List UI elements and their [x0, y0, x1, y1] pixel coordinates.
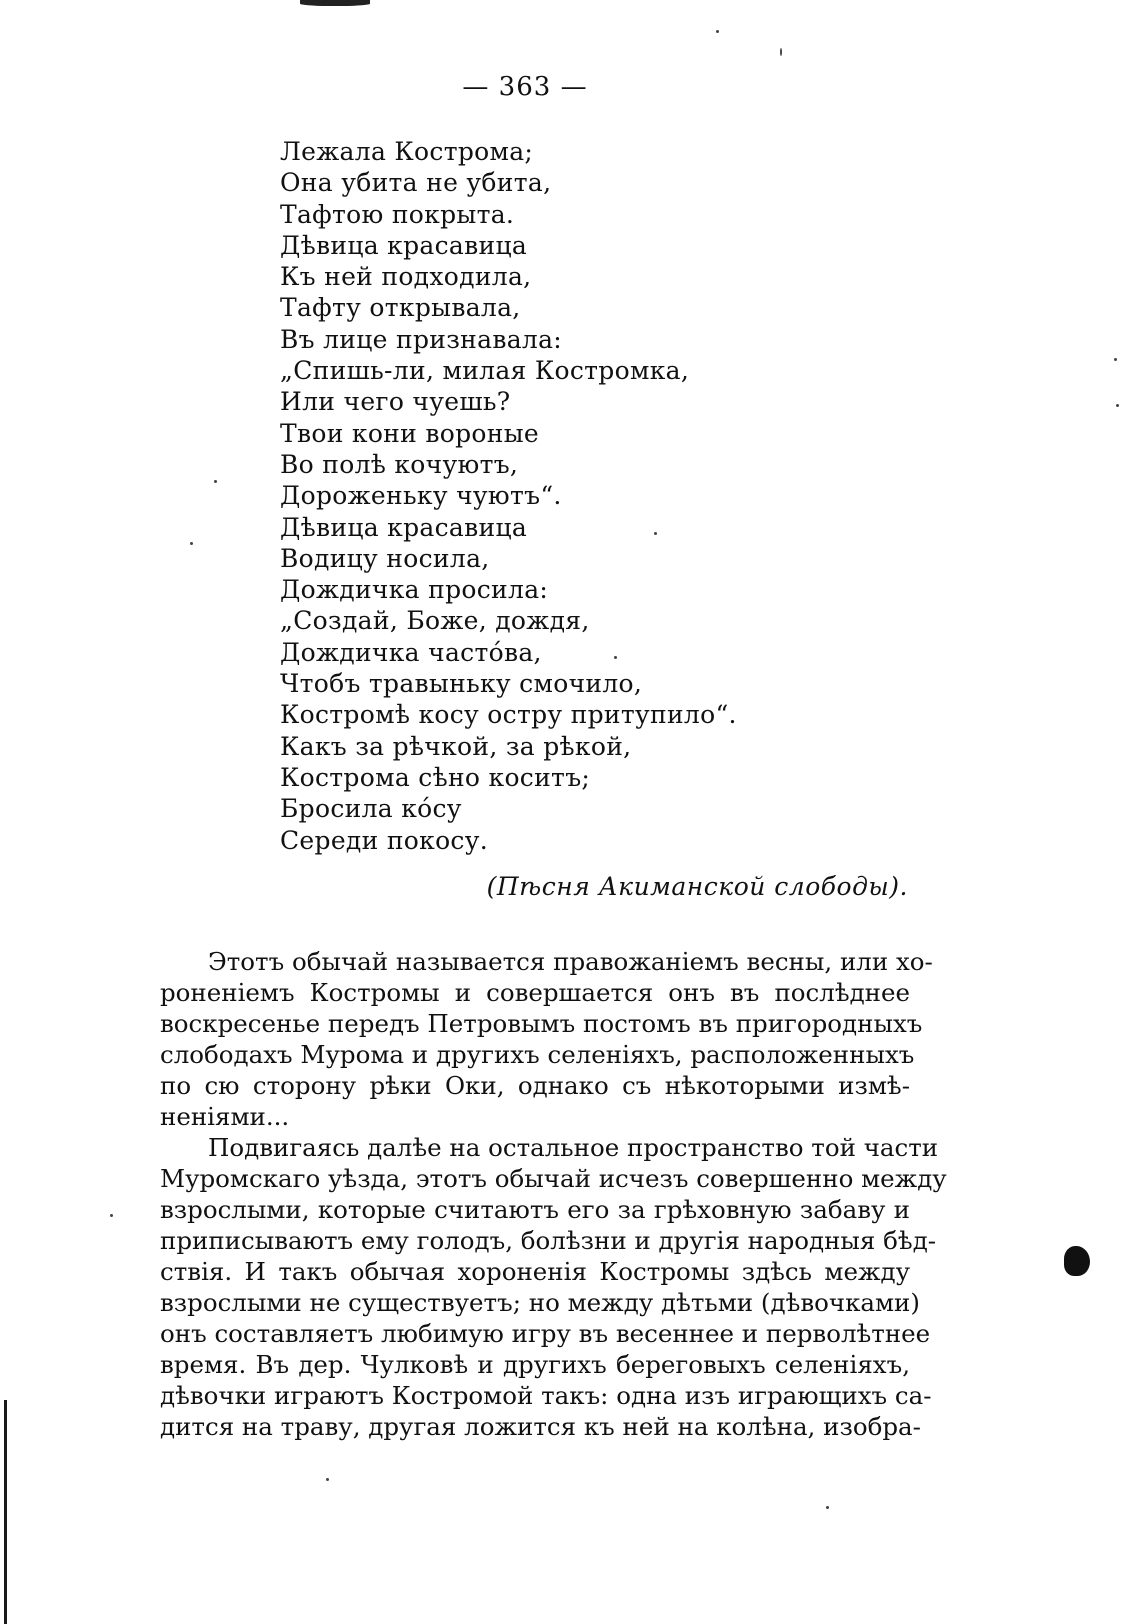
poem-line: Въ лице признавала: [280, 324, 563, 354]
poem-line: „Создай, Боже, дождя, [280, 606, 590, 636]
prose-line: онъ составляетъ любимую игру въ весеннее и перволѣтнее [160, 1319, 931, 1348]
scan-speck [214, 480, 217, 483]
scan-speck [780, 48, 782, 56]
ink-blot [1064, 1246, 1090, 1276]
prose-line: дѣвочки играютъ Костромой такъ: одна изъ играющихъ са- [160, 1381, 932, 1410]
poem-line: „Спишь-ли, милая Костромка, [280, 356, 690, 386]
scan-speck [614, 656, 617, 659]
prose-body [160, 946, 947, 1442]
poem-line: Водицу носила, [280, 543, 490, 573]
poem-line: Чтобъ травыньку смочило, [280, 669, 643, 699]
scan-speck [1116, 404, 1119, 407]
margin-rule [4, 1400, 7, 1624]
poem-line: Тафту открывала, [280, 293, 521, 323]
poem-line: Кострома сѣно коситъ; [280, 762, 591, 792]
poem-line: Бросила кóсу [280, 794, 462, 824]
prose-line: Муромскаго уѣзда, этотъ обычай исчезъ совершенно между [160, 1164, 947, 1193]
scan-speck [190, 542, 193, 545]
poem-line: Тафтою покрыта. [280, 199, 515, 229]
prose-line: неніями... [160, 1102, 290, 1131]
poem-line: Твои кони вороные [280, 418, 539, 448]
poem-line: Къ ней подходила, [280, 262, 532, 292]
prose-line: слободахъ Мурома и другихъ селеніяхъ, расположенныхъ [160, 1040, 915, 1069]
scan-speck [1114, 358, 1117, 361]
scan-speck [326, 1478, 329, 1481]
prose-line: взрослыми не существуетъ; но между дѣтьми (дѣвочками) [160, 1288, 920, 1317]
scan-speck [654, 532, 657, 535]
prose-line: взрослыми, которые считаютъ его за грѣховную забаву и [160, 1195, 910, 1224]
poem-line: Дождичка просила: [280, 575, 549, 605]
poem-line: Дѣвица красавица [280, 230, 528, 260]
prose-line: Этотъ обычай называется правожаніемъ весны, или хо- [208, 947, 933, 976]
prose-line: Подвигаясь далѣе на остальное пространство той части [208, 1133, 939, 1162]
scan-speck [826, 1506, 829, 1509]
scan-speck [716, 30, 719, 33]
poem-line: Дороженьку чуютъ“. [280, 481, 562, 511]
scan-speck [110, 1214, 113, 1217]
prose-line: ствія. И такъ обычая хороненія Костромы здѣсь между [160, 1257, 910, 1286]
scan-smudge [300, 0, 370, 6]
poem-line: Дождичка частóва, [280, 637, 542, 667]
poem-line: Какъ за рѣчкой, за рѣкой, [280, 731, 632, 761]
prose-line: время. Въ дер. Чулковѣ и другихъ береговыхъ селеніяхъ, [160, 1350, 910, 1379]
poem-line: Дѣвица красавица [280, 512, 528, 542]
prose-line: по сю сторону рѣки Оки, однако съ нѣкоторыми измѣ- [160, 1071, 910, 1100]
paragraph [160, 1132, 947, 1442]
paragraph [160, 946, 933, 1132]
poem-line: Лежала Кострома; [280, 137, 534, 166]
poem-line: Она убита не убита, [280, 168, 552, 198]
poem-line: Середи покосу. [280, 825, 488, 855]
prose-line: дится на траву, другая ложится къ ней на колѣна, изобра- [160, 1412, 921, 1441]
poem-line: Или чего чуешь? [280, 387, 511, 417]
poem [280, 136, 880, 856]
prose-line: роненіемъ Костромы и совершается онъ въ послѣднее [160, 978, 910, 1007]
poem-attribution: (Пѣсня Акиманской слободы). [486, 872, 908, 901]
prose-line: воскресенье передъ Петровымъ постомъ въ пригородныхъ [160, 1009, 923, 1038]
poem-line: Во полѣ кочуютъ, [280, 449, 519, 479]
page-number: — 363 — [462, 72, 588, 102]
prose-line: приписываютъ ему голодъ, болѣзни и другія народныя бѣд- [160, 1226, 937, 1255]
poem-line: Костромѣ косу остру притупило“. [280, 700, 737, 730]
